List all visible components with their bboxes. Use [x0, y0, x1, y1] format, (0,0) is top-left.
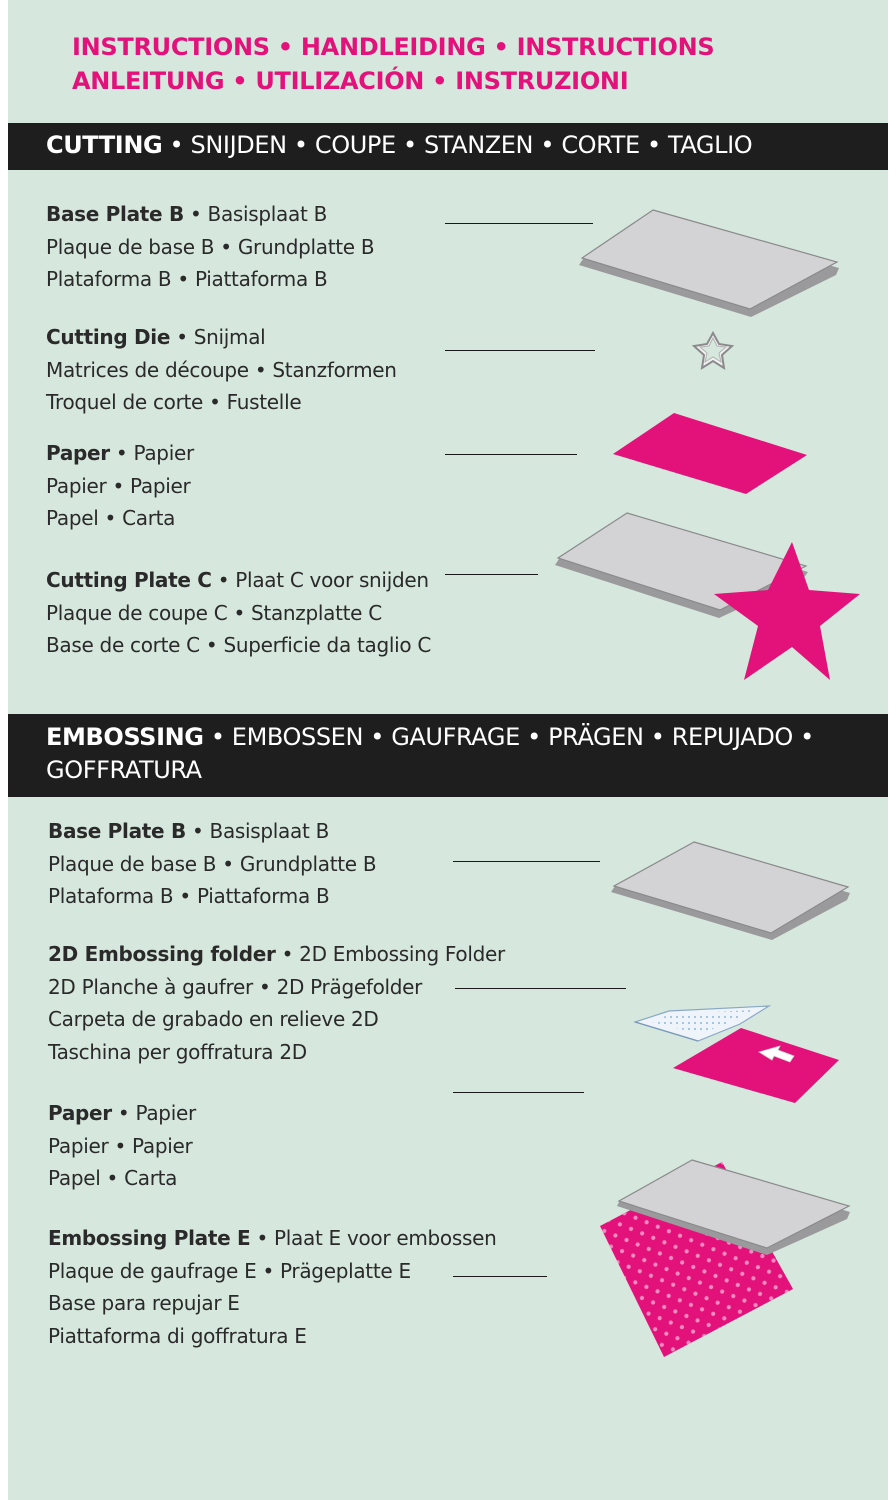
item-line: 2D Planche à gaufrer • 2D Prägefolder: [48, 974, 423, 999]
item-line: • Papier: [109, 441, 194, 465]
item-line: Matrices de découpe • Stanzformen: [46, 357, 397, 382]
embossing-item-base-plate-b: [48, 815, 376, 913]
embossing-item-paper: [48, 1097, 196, 1195]
item-line: Base para repujar E: [48, 1291, 240, 1316]
item-line: Plaque de coupe C • Stanzplatte C: [46, 600, 382, 625]
cutting-item-base-plate-b: [46, 198, 374, 296]
embossing-base-plate-illustration: [611, 842, 850, 940]
cutting-heading-bold: CUTTING: [46, 131, 163, 159]
pink-star-illustration: [714, 542, 860, 680]
item-line: Carpeta de grabado en relieve 2D: [48, 1007, 379, 1032]
cutting-plate-c-illustration: [555, 513, 860, 680]
item-line: • Basisplaat B: [185, 819, 329, 843]
item-line: Plaque de base B • Grundplatte B: [48, 851, 377, 876]
embossing-section-heading: [8, 714, 888, 797]
leader-line: [453, 1276, 547, 1277]
embossing-item-2d-folder: [48, 938, 505, 1068]
leader-line: [453, 861, 600, 862]
instruction-sheet: [8, 0, 888, 1500]
item-line: Plaque de base B • Grundplatte B: [46, 234, 375, 259]
item-name: Cutting Plate C: [46, 568, 212, 592]
item-name: Paper: [46, 441, 110, 465]
item-line: Papier • Papier: [46, 473, 191, 498]
item-line: • Basisplaat B: [183, 202, 327, 226]
item-name: Embossing Plate E: [48, 1226, 251, 1250]
embossing-item-embossing-plate-e: [48, 1222, 496, 1352]
item-line: Plataforma B • Piattaforma B: [48, 884, 330, 909]
title-line-1: INSTRUCTIONS • HANDLEIDING • INSTRUCTIONS: [72, 33, 715, 61]
item-name: Cutting Die: [46, 325, 171, 349]
item-line: Plaque de gaufrage E • Prägeplatte E: [48, 1258, 411, 1283]
leader-line: [445, 454, 577, 455]
item-line: Taschina per goffratura 2D: [48, 1039, 307, 1064]
item-line: Base de corte C • Superficie da taglio C: [46, 633, 432, 658]
paper-illustration: [613, 413, 807, 494]
embossing-folder-illustration: [635, 1006, 839, 1103]
item-line: Papel • Carta: [48, 1166, 178, 1191]
item-line: • Plaat C voor snijden: [211, 568, 429, 592]
cutting-item-cutting-plate-c: [46, 564, 431, 662]
cutting-heading-rest: • SNIJDEN • COUPE • STANZEN • CORTE • TAGLIO: [162, 131, 753, 159]
embossing-heading-rest-2: GOFFRATURA: [46, 756, 202, 784]
leader-line: [453, 1092, 584, 1093]
item-line: • Papier: [111, 1101, 196, 1125]
item-line: Papier • Papier: [48, 1133, 193, 1158]
item-line: • Plaat E voor embossen: [250, 1226, 497, 1250]
item-name: Base Plate B: [46, 202, 184, 226]
base-plate-b-illustration: [579, 210, 839, 317]
item-name: 2D Embossing folder: [48, 942, 276, 966]
leader-line: [445, 350, 595, 351]
item-line: Piattaforma di goffratura E: [48, 1323, 307, 1348]
cutting-item-cutting-die: [46, 321, 397, 419]
leader-line: [445, 223, 593, 224]
page-title: [72, 30, 714, 98]
leader-line: [455, 988, 626, 989]
cutting-die-star-illustration: [694, 333, 732, 368]
cutting-item-paper: [46, 437, 194, 535]
embossing-plate-e-illustration: [600, 1160, 850, 1357]
leader-line: [445, 574, 538, 575]
item-line: • Snijmal: [170, 325, 266, 349]
item-line: Troquel de corte • Fustelle: [46, 390, 302, 415]
item-line: Papel • Carta: [46, 506, 176, 531]
item-name: Base Plate B: [48, 819, 186, 843]
title-line-2: ANLEITUNG • UTILIZACIÓN • INSTRUZIONI: [72, 67, 629, 95]
embossing-heading-rest: • EMBOSSEN • GAUFRAGE • PRÄGEN • REPUJADO •: [203, 723, 814, 751]
item-name: Paper: [48, 1101, 112, 1125]
cutting-section-heading: [8, 123, 888, 170]
embossing-heading-bold: EMBOSSING: [46, 723, 204, 751]
item-line: • 2D Embossing Folder: [275, 942, 505, 966]
item-line: Plataforma B • Piattaforma B: [46, 267, 328, 292]
